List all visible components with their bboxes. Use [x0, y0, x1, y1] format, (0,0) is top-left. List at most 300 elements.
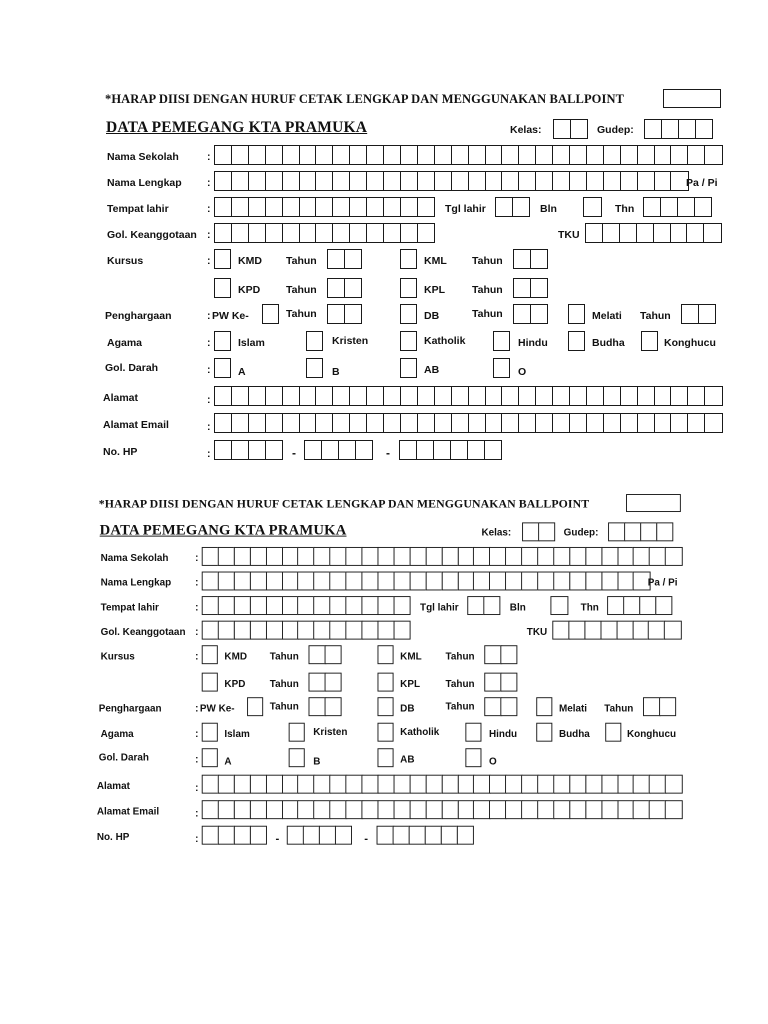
char-cell[interactable] — [330, 800, 347, 819]
tku-boxes[interactable] — [585, 223, 720, 243]
char-cell[interactable] — [377, 621, 394, 640]
char-cell[interactable] — [282, 223, 301, 243]
char-cell[interactable] — [327, 304, 346, 324]
kmd-checkbox[interactable] — [214, 249, 231, 269]
char-cell[interactable] — [537, 775, 554, 794]
char-cell[interactable] — [457, 800, 474, 819]
char-cell[interactable] — [654, 145, 673, 165]
char-cell[interactable] — [505, 572, 522, 591]
char-cell[interactable] — [637, 386, 656, 406]
nama-lengkap-boxes[interactable] — [214, 171, 687, 191]
char-cell[interactable] — [383, 223, 402, 243]
char-cell[interactable] — [535, 413, 554, 433]
char-cell[interactable] — [500, 673, 517, 692]
char-cell[interactable] — [265, 145, 284, 165]
char-cell[interactable] — [620, 145, 639, 165]
char-cell[interactable] — [349, 413, 368, 433]
char-cell[interactable] — [265, 386, 284, 406]
char-cell[interactable] — [553, 547, 570, 566]
char-cell[interactable] — [248, 223, 267, 243]
no-hp-part-1[interactable] — [214, 440, 282, 460]
char-cell[interactable] — [489, 572, 506, 591]
pw-tahun-boxes[interactable] — [327, 304, 361, 324]
char-cell[interactable] — [202, 596, 219, 615]
char-cell[interactable] — [653, 223, 672, 243]
char-cell[interactable] — [537, 547, 554, 566]
char-cell[interactable] — [265, 197, 284, 217]
char-cell[interactable] — [400, 386, 419, 406]
char-cell[interactable] — [521, 572, 538, 591]
char-cell[interactable] — [218, 547, 235, 566]
char-cell[interactable] — [393, 572, 410, 591]
char-cell[interactable] — [287, 826, 304, 845]
char-cell[interactable] — [231, 413, 250, 433]
katholik-checkbox[interactable] — [400, 331, 417, 351]
char-cell[interactable] — [282, 197, 301, 217]
char-cell[interactable] — [451, 171, 470, 191]
kmd-checkbox[interactable] — [202, 645, 218, 664]
char-cell[interactable] — [513, 304, 532, 324]
char-cell[interactable] — [489, 775, 506, 794]
char-cell[interactable] — [659, 697, 676, 716]
char-cell[interactable] — [656, 522, 673, 541]
char-cell[interactable] — [603, 413, 622, 433]
char-cell[interactable] — [600, 621, 617, 640]
kelas-boxes[interactable] — [522, 522, 554, 541]
char-cell[interactable] — [327, 278, 346, 298]
char-cell[interactable] — [330, 621, 347, 640]
char-cell[interactable] — [366, 223, 385, 243]
db-tahun-boxes[interactable] — [513, 304, 547, 324]
char-cell[interactable] — [383, 197, 402, 217]
char-cell[interactable] — [218, 621, 235, 640]
char-cell[interactable] — [617, 775, 634, 794]
char-cell[interactable] — [299, 145, 318, 165]
char-cell[interactable] — [552, 621, 569, 640]
char-cell[interactable] — [637, 145, 656, 165]
char-cell[interactable] — [315, 197, 334, 217]
tempat-lahir-boxes[interactable] — [214, 197, 434, 217]
char-cell[interactable] — [299, 223, 318, 243]
budha-checkbox[interactable] — [568, 331, 585, 351]
char-cell[interactable] — [441, 547, 458, 566]
char-cell[interactable] — [330, 596, 347, 615]
char-cell[interactable] — [366, 413, 385, 433]
char-cell[interactable] — [617, 572, 634, 591]
char-cell[interactable] — [513, 278, 532, 298]
melati-tahun-boxes[interactable] — [643, 697, 675, 716]
char-cell[interactable] — [473, 572, 490, 591]
char-cell[interactable] — [332, 223, 351, 243]
char-cell[interactable] — [535, 171, 554, 191]
char-cell[interactable] — [346, 547, 363, 566]
char-cell[interactable] — [434, 171, 453, 191]
char-cell[interactable] — [518, 413, 537, 433]
char-cell[interactable] — [214, 171, 233, 191]
char-cell[interactable] — [583, 197, 602, 217]
islam-checkbox[interactable] — [214, 331, 231, 351]
char-cell[interactable] — [518, 386, 537, 406]
char-cell[interactable] — [377, 572, 394, 591]
pw-tahun-boxes[interactable] — [309, 697, 341, 716]
char-cell[interactable] — [433, 440, 452, 460]
char-cell[interactable] — [678, 119, 697, 139]
char-cell[interactable] — [265, 223, 284, 243]
char-cell[interactable] — [664, 621, 681, 640]
kml-tahun-boxes[interactable] — [513, 249, 547, 269]
kristen-checkbox[interactable] — [289, 723, 305, 742]
char-cell[interactable] — [346, 800, 363, 819]
char-cell[interactable] — [400, 413, 419, 433]
char-cell[interactable] — [399, 440, 418, 460]
char-cell[interactable] — [505, 800, 522, 819]
char-cell[interactable] — [553, 775, 570, 794]
gol-keanggotaan-boxes[interactable] — [202, 621, 410, 640]
char-cell[interactable] — [282, 547, 299, 566]
char-cell[interactable] — [248, 413, 267, 433]
char-cell[interactable] — [633, 775, 650, 794]
char-cell[interactable] — [409, 572, 426, 591]
char-cell[interactable] — [314, 800, 331, 819]
char-cell[interactable] — [366, 386, 385, 406]
char-cell[interactable] — [298, 572, 315, 591]
char-cell[interactable] — [569, 800, 586, 819]
char-cell[interactable] — [473, 775, 490, 794]
char-cell[interactable] — [266, 596, 283, 615]
char-cell[interactable] — [505, 775, 522, 794]
blood-a-checkbox[interactable] — [202, 748, 218, 767]
alamat-email-boxes[interactable] — [202, 800, 681, 819]
char-cell[interactable] — [649, 547, 666, 566]
char-cell[interactable] — [687, 386, 706, 406]
char-cell[interactable] — [457, 775, 474, 794]
char-cell[interactable] — [265, 413, 284, 433]
char-cell[interactable] — [417, 223, 436, 243]
char-cell[interactable] — [266, 572, 283, 591]
kpd-tahun-boxes[interactable] — [309, 673, 341, 692]
char-cell[interactable] — [332, 197, 351, 217]
char-cell[interactable] — [530, 278, 549, 298]
char-cell[interactable] — [314, 775, 331, 794]
char-cell[interactable] — [586, 145, 605, 165]
char-cell[interactable] — [537, 572, 554, 591]
char-cell[interactable] — [636, 223, 655, 243]
char-cell[interactable] — [467, 440, 486, 460]
char-cell[interactable] — [620, 413, 639, 433]
char-cell[interactable] — [505, 547, 522, 566]
char-cell[interactable] — [665, 800, 682, 819]
konghucu-checkbox[interactable] — [641, 331, 658, 351]
nama-sekolah-boxes[interactable] — [202, 547, 681, 566]
char-cell[interactable] — [489, 800, 506, 819]
char-cell[interactable] — [568, 621, 585, 640]
char-cell[interactable] — [654, 413, 673, 433]
char-cell[interactable] — [214, 413, 233, 433]
char-cell[interactable] — [321, 440, 340, 460]
char-cell[interactable] — [434, 413, 453, 433]
islam-checkbox[interactable] — [202, 723, 218, 742]
char-cell[interactable] — [393, 826, 410, 845]
char-cell[interactable] — [457, 572, 474, 591]
char-cell[interactable] — [266, 547, 283, 566]
char-cell[interactable] — [400, 145, 419, 165]
blood-b-checkbox[interactable] — [306, 358, 323, 378]
char-cell[interactable] — [585, 800, 602, 819]
char-cell[interactable] — [231, 386, 250, 406]
char-cell[interactable] — [266, 775, 283, 794]
melati-tahun-boxes[interactable] — [681, 304, 715, 324]
char-cell[interactable] — [643, 197, 662, 217]
alamat-email-boxes[interactable] — [214, 413, 721, 433]
char-cell[interactable] — [299, 386, 318, 406]
char-cell[interactable] — [624, 522, 641, 541]
char-cell[interactable] — [601, 800, 618, 819]
char-cell[interactable] — [282, 572, 299, 591]
char-cell[interactable] — [400, 197, 419, 217]
char-cell[interactable] — [332, 386, 351, 406]
char-cell[interactable] — [346, 596, 363, 615]
char-cell[interactable] — [601, 547, 618, 566]
char-cell[interactable] — [309, 645, 326, 664]
char-cell[interactable] — [569, 413, 588, 433]
char-cell[interactable] — [214, 145, 233, 165]
char-cell[interactable] — [349, 386, 368, 406]
char-cell[interactable] — [202, 775, 219, 794]
char-cell[interactable] — [648, 621, 665, 640]
char-cell[interactable] — [637, 413, 656, 433]
char-cell[interactable] — [383, 145, 402, 165]
kpd-checkbox[interactable] — [214, 278, 231, 298]
char-cell[interactable] — [501, 171, 520, 191]
char-cell[interactable] — [450, 440, 469, 460]
char-cell[interactable] — [518, 145, 537, 165]
blood-ab-checkbox[interactable] — [378, 748, 394, 767]
char-cell[interactable] — [250, 800, 267, 819]
blood-b-checkbox[interactable] — [289, 748, 305, 767]
char-cell[interactable] — [234, 826, 251, 845]
char-cell[interactable] — [569, 572, 586, 591]
char-cell[interactable] — [218, 572, 235, 591]
kmd-tahun-boxes[interactable] — [327, 249, 361, 269]
char-cell[interactable] — [695, 119, 714, 139]
budha-checkbox[interactable] — [536, 723, 552, 742]
char-cell[interactable] — [586, 413, 605, 433]
char-cell[interactable] — [686, 223, 705, 243]
char-cell[interactable] — [670, 386, 689, 406]
photo-code-box[interactable] — [663, 89, 721, 108]
char-cell[interactable] — [202, 800, 219, 819]
char-cell[interactable] — [704, 145, 723, 165]
char-cell[interactable] — [282, 621, 299, 640]
char-cell[interactable] — [298, 800, 315, 819]
char-cell[interactable] — [231, 197, 250, 217]
char-cell[interactable] — [393, 596, 410, 615]
char-cell[interactable] — [601, 572, 618, 591]
char-cell[interactable] — [266, 621, 283, 640]
char-cell[interactable] — [501, 413, 520, 433]
char-cell[interactable] — [218, 775, 235, 794]
char-cell[interactable] — [484, 440, 503, 460]
char-cell[interactable] — [687, 145, 706, 165]
char-cell[interactable] — [607, 596, 624, 615]
photo-code-box[interactable] — [626, 494, 681, 512]
char-cell[interactable] — [670, 145, 689, 165]
char-cell[interactable] — [485, 145, 504, 165]
char-cell[interactable] — [400, 223, 419, 243]
char-cell[interactable] — [501, 145, 520, 165]
hindu-checkbox[interactable] — [493, 331, 510, 351]
char-cell[interactable] — [298, 547, 315, 566]
char-cell[interactable] — [552, 413, 571, 433]
char-cell[interactable] — [512, 197, 531, 217]
char-cell[interactable] — [704, 413, 723, 433]
char-cell[interactable] — [346, 621, 363, 640]
char-cell[interactable] — [298, 596, 315, 615]
kmd-tahun-boxes[interactable] — [309, 645, 341, 664]
char-cell[interactable] — [346, 572, 363, 591]
char-cell[interactable] — [484, 673, 501, 692]
char-cell[interactable] — [553, 119, 572, 139]
katholik-checkbox[interactable] — [378, 723, 394, 742]
char-cell[interactable] — [495, 197, 514, 217]
char-cell[interactable] — [417, 413, 436, 433]
char-cell[interactable] — [521, 775, 538, 794]
char-cell[interactable] — [214, 440, 233, 460]
char-cell[interactable] — [522, 522, 539, 541]
char-cell[interactable] — [332, 171, 351, 191]
alamat-boxes[interactable] — [202, 775, 681, 794]
char-cell[interactable] — [409, 826, 426, 845]
char-cell[interactable] — [282, 386, 301, 406]
char-cell[interactable] — [361, 775, 378, 794]
char-cell[interactable] — [530, 304, 549, 324]
char-cell[interactable] — [552, 145, 571, 165]
char-cell[interactable] — [265, 171, 284, 191]
char-cell[interactable] — [349, 197, 368, 217]
char-cell[interactable] — [234, 572, 251, 591]
char-cell[interactable] — [489, 547, 506, 566]
char-cell[interactable] — [553, 572, 570, 591]
char-cell[interactable] — [654, 386, 673, 406]
kml-tahun-boxes[interactable] — [484, 645, 516, 664]
char-cell[interactable] — [569, 171, 588, 191]
char-cell[interactable] — [330, 775, 347, 794]
pw-ke-box[interactable] — [262, 304, 279, 324]
kelas-boxes[interactable] — [553, 119, 587, 139]
char-cell[interactable] — [501, 386, 520, 406]
char-cell[interactable] — [314, 572, 331, 591]
char-cell[interactable] — [248, 145, 267, 165]
char-cell[interactable] — [309, 697, 326, 716]
char-cell[interactable] — [409, 547, 426, 566]
char-cell[interactable] — [537, 800, 554, 819]
char-cell[interactable] — [468, 171, 487, 191]
blood-a-checkbox[interactable] — [214, 358, 231, 378]
char-cell[interactable] — [409, 800, 426, 819]
char-cell[interactable] — [248, 440, 267, 460]
char-cell[interactable] — [665, 547, 682, 566]
thn-boxes[interactable] — [643, 197, 711, 217]
char-cell[interactable] — [361, 547, 378, 566]
char-cell[interactable] — [344, 249, 363, 269]
char-cell[interactable] — [377, 775, 394, 794]
char-cell[interactable] — [330, 547, 347, 566]
tgl-lahir-boxes[interactable] — [467, 596, 499, 615]
char-cell[interactable] — [231, 440, 250, 460]
char-cell[interactable] — [535, 145, 554, 165]
char-cell[interactable] — [585, 572, 602, 591]
tempat-lahir-boxes[interactable] — [202, 596, 410, 615]
char-cell[interactable] — [231, 145, 250, 165]
char-cell[interactable] — [361, 800, 378, 819]
char-cell[interactable] — [266, 800, 283, 819]
char-cell[interactable] — [521, 800, 538, 819]
char-cell[interactable] — [473, 800, 490, 819]
char-cell[interactable] — [535, 386, 554, 406]
char-cell[interactable] — [434, 145, 453, 165]
char-cell[interactable] — [655, 596, 672, 615]
char-cell[interactable] — [623, 596, 640, 615]
char-cell[interactable] — [670, 413, 689, 433]
char-cell[interactable] — [330, 572, 347, 591]
char-cell[interactable] — [569, 145, 588, 165]
char-cell[interactable] — [304, 440, 323, 460]
char-cell[interactable] — [282, 800, 299, 819]
char-cell[interactable] — [434, 386, 453, 406]
char-cell[interactable] — [417, 197, 436, 217]
char-cell[interactable] — [234, 621, 251, 640]
char-cell[interactable] — [485, 386, 504, 406]
char-cell[interactable] — [639, 596, 656, 615]
char-cell[interactable] — [644, 119, 663, 139]
char-cell[interactable] — [332, 413, 351, 433]
char-cell[interactable] — [518, 171, 537, 191]
char-cell[interactable] — [282, 596, 299, 615]
pw-ke-box[interactable] — [247, 697, 263, 716]
char-cell[interactable] — [633, 547, 650, 566]
char-cell[interactable] — [299, 197, 318, 217]
char-cell[interactable] — [377, 800, 394, 819]
char-cell[interactable] — [349, 171, 368, 191]
char-cell[interactable] — [202, 621, 219, 640]
char-cell[interactable] — [441, 572, 458, 591]
char-cell[interactable] — [467, 596, 484, 615]
char-cell[interactable] — [250, 572, 267, 591]
char-cell[interactable] — [319, 826, 336, 845]
char-cell[interactable] — [661, 119, 680, 139]
char-cell[interactable] — [601, 775, 618, 794]
char-cell[interactable] — [441, 800, 458, 819]
kml-checkbox[interactable] — [400, 249, 417, 269]
kpl-checkbox[interactable] — [378, 673, 394, 692]
char-cell[interactable] — [637, 171, 656, 191]
kristen-checkbox[interactable] — [306, 331, 323, 351]
kpd-tahun-boxes[interactable] — [327, 278, 361, 298]
char-cell[interactable] — [366, 171, 385, 191]
char-cell[interactable] — [553, 800, 570, 819]
char-cell[interactable] — [456, 826, 473, 845]
char-cell[interactable] — [586, 386, 605, 406]
char-cell[interactable] — [315, 386, 334, 406]
char-cell[interactable] — [585, 223, 604, 243]
char-cell[interactable] — [349, 223, 368, 243]
thn-boxes[interactable] — [607, 596, 671, 615]
char-cell[interactable] — [231, 223, 250, 243]
blood-o-checkbox[interactable] — [465, 748, 481, 767]
char-cell[interactable] — [603, 386, 622, 406]
char-cell[interactable] — [552, 386, 571, 406]
char-cell[interactable] — [500, 697, 517, 716]
